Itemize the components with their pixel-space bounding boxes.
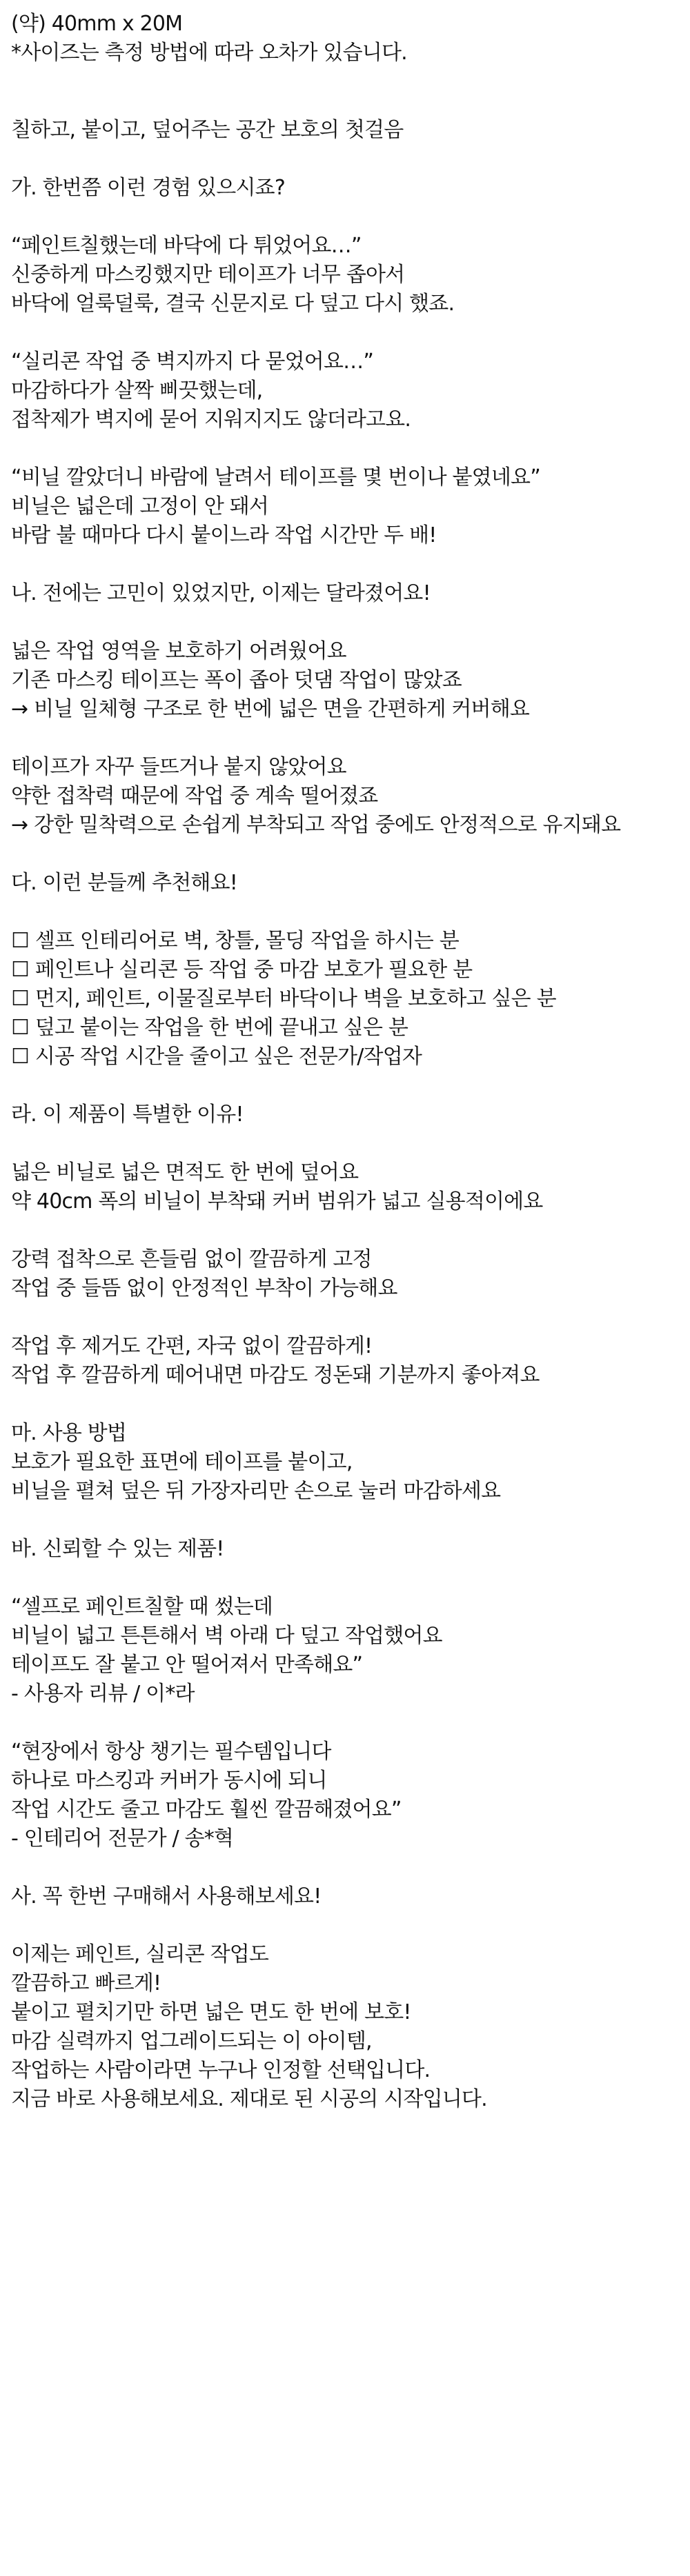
paragraph-spacer (11, 1303, 679, 1332)
text-line: “페인트칠했는데 바닥에 다 튀었어요…” (11, 234, 362, 258)
text-line: 비닐을 펼쳐 덮은 뒤 가장자리만 손으로 눌러 마감하세요 (11, 1479, 501, 1503)
text-line: 작업 시간도 줄고 마감도 훨씬 깔끔해졌어요” (11, 1798, 402, 1822)
text-line: → 강한 밀착력으로 손쉽게 부착되고 작업 중에도 안정적으로 유지돼요 (11, 813, 621, 837)
text-line: ☐ 페인트나 실리콘 등 작업 중 마감 보호가 필요한 분 (11, 958, 473, 982)
text-line: 마. 사용 방법 (11, 1421, 127, 1445)
text-paragraph (11, 1940, 679, 2114)
text-line: 붙이고 펼치기만 하면 넓은 면도 한 번에 보호! (11, 2000, 411, 2024)
text-paragraph (11, 637, 679, 724)
paragraph-spacer (11, 1853, 679, 1882)
text-line: 작업 후 깔끔하게 떼어내면 마감도 정돈돼 기분까지 좋아져요 (11, 1363, 540, 1387)
text-line: 보호가 필요한 표면에 테이프를 붙이고, (11, 1450, 353, 1474)
text-paragraph (11, 927, 679, 1071)
text-line: 바람 불 때마다 다시 붙이느라 작업 시간만 두 배! (11, 523, 437, 547)
text-line: 지금 바로 사용해보세요. 제대로 된 시공의 시작입니다. (11, 2087, 487, 2111)
text-line: 강력 접착으로 흔들림 없이 깔끔하게 고정 (11, 1247, 372, 1271)
text-paragraph (11, 1100, 679, 1129)
paragraph-spacer (11, 1129, 679, 1158)
text-paragraph (11, 348, 679, 434)
text-line: 작업하는 사람이라면 누구나 인정할 선택입니다. (11, 2058, 431, 2082)
text-line: 이제는 페인트, 실리콘 작업도 (11, 1942, 269, 1966)
text-line: *사이즈는 측정 방법에 따라 오차가 있습니다. (11, 41, 407, 65)
paragraph-spacer (11, 550, 679, 579)
text-line: 작업 중 들뜸 없이 안정적인 부착이 가능해요 (11, 1276, 397, 1300)
text-paragraph (11, 753, 679, 840)
paragraph-spacer (11, 1709, 679, 1738)
text-paragraph (11, 1419, 679, 1506)
paragraph-spacer (11, 319, 679, 348)
text-line: 신중하게 마스킹했지만 테이프가 너무 좁아서 (11, 263, 405, 287)
text-line: 마감 실력까지 업그레이드되는 이 아이템, (11, 2029, 372, 2053)
text-line: “비닐 깔았더니 바람에 날려서 테이프를 몇 번이나 붙였네요” (11, 465, 540, 490)
paragraph-spacer (11, 724, 679, 753)
text-line: 마감하다가 살짝 삐끗했는데, (11, 379, 263, 403)
text-line: - 사용자 리뷰 / 이*라 (11, 1682, 195, 1706)
text-paragraph (11, 1882, 679, 1911)
text-paragraph (11, 1738, 679, 1853)
paragraph-spacer (11, 434, 679, 463)
text-paragraph (11, 579, 679, 608)
text-line: “실리콘 작업 중 벽지까지 다 묻었어요…” (11, 350, 374, 374)
text-line: 기존 마스킹 테이프는 폭이 좁아 덧댐 작업이 많았죠 (11, 668, 462, 692)
paragraph-spacer (11, 145, 679, 174)
text-line: 사. 꼭 한번 구매해서 사용해보세요! (11, 1884, 322, 1909)
text-paragraph (11, 869, 679, 898)
text-line: 바닥에 얼룩덜룩, 결국 신문지로 다 덮고 다시 했죠. (11, 292, 455, 316)
paragraph-spacer (11, 1216, 679, 1245)
paragraph-spacer (11, 203, 679, 232)
text-paragraph (11, 116, 679, 145)
paragraph-spacer (11, 1506, 679, 1535)
text-paragraph (11, 10, 679, 68)
text-line: “셀프로 페인트칠할 때 썼는데 (11, 1595, 273, 1619)
paragraph-spacer (11, 1911, 679, 1940)
text-line: 가. 한번쯤 이런 경험 있으시죠? (11, 176, 285, 200)
text-line: 접착제가 벽지에 묻어 지워지지도 않더라고요. (11, 407, 411, 432)
paragraph-spacer (11, 1564, 679, 1593)
text-paragraph (11, 1158, 679, 1216)
text-line: 깔끔하고 빠르게! (11, 1971, 161, 1995)
text-line: 약한 접착력 때문에 작업 중 계속 떨어졌죠 (11, 784, 378, 808)
text-line: (약) 40mm x 20M (11, 12, 183, 36)
text-paragraph (11, 463, 679, 550)
text-paragraph (11, 1245, 679, 1303)
paragraph-spacer (11, 608, 679, 637)
paragraph-spacer (11, 898, 679, 927)
text-line: “현장에서 항상 챙기는 필수템입니다 (11, 1740, 331, 1764)
paragraph-spacer (11, 1071, 679, 1100)
text-line: → 비닐 일체형 구조로 한 번에 넓은 면을 간편하게 커버해요 (11, 697, 530, 721)
text-line: 작업 후 제거도 간편, 자국 없이 깔끔하게! (11, 1334, 373, 1358)
text-line: 비닐은 넓은데 고정이 안 돼서 (11, 494, 269, 519)
text-paragraph (11, 1332, 679, 1390)
text-line: ☐ 먼지, 페인트, 이물질로부터 바닥이나 벽을 보호하고 싶은 분 (11, 987, 556, 1011)
text-line: 다. 이런 분들께 추천해요! (11, 871, 237, 895)
paragraph-spacer (11, 68, 679, 116)
paragraph-spacer (11, 1390, 679, 1419)
text-line: 라. 이 제품이 특별한 이유! (11, 1103, 244, 1127)
text-line: - 인테리어 전문가 / 송*혁 (11, 1827, 234, 1851)
text-line: 나. 전에는 고민이 있었지만, 이제는 달라졌어요! (11, 581, 431, 605)
text-paragraph (11, 174, 679, 203)
text-line: 테이프도 잘 붙고 안 떨어져서 만족해요” (11, 1653, 363, 1677)
text-line: ☐ 덮고 붙이는 작업을 한 번에 끝내고 싶은 분 (11, 1016, 408, 1040)
text-line: ☐ 시공 작업 시간을 줄이고 싶은 전문가/작업자 (11, 1045, 422, 1069)
text-line: 넓은 비닐로 넓은 면적도 한 번에 덮어요 (11, 1160, 359, 1185)
text-line: 테이프가 자꾸 들뜨거나 붙지 않았어요 (11, 755, 346, 779)
text-paragraph (11, 232, 679, 319)
text-line: 칠하고, 붙이고, 덮어주는 공간 보호의 첫걸음 (11, 118, 404, 142)
text-line: 넓은 작업 영역을 보호하기 어려웠어요 (11, 639, 346, 663)
text-line: 비닐이 넓고 튼튼해서 벽 아래 다 덮고 작업했어요 (11, 1624, 442, 1648)
text-paragraph (11, 1593, 679, 1709)
text-line: ☐ 셀프 인테리어로 벽, 창틀, 몰딩 작업을 하시는 분 (11, 929, 459, 953)
text-paragraph (11, 1535, 679, 1564)
paragraph-spacer (11, 840, 679, 869)
text-line: 바. 신뢰할 수 있는 제품! (11, 1537, 224, 1561)
text-line: 하나로 마스킹과 커버가 동시에 되니 (11, 1769, 327, 1793)
text-line: 약 40cm 폭의 비닐이 부착돼 커버 범위가 넓고 실용적이에요 (11, 1189, 543, 1214)
